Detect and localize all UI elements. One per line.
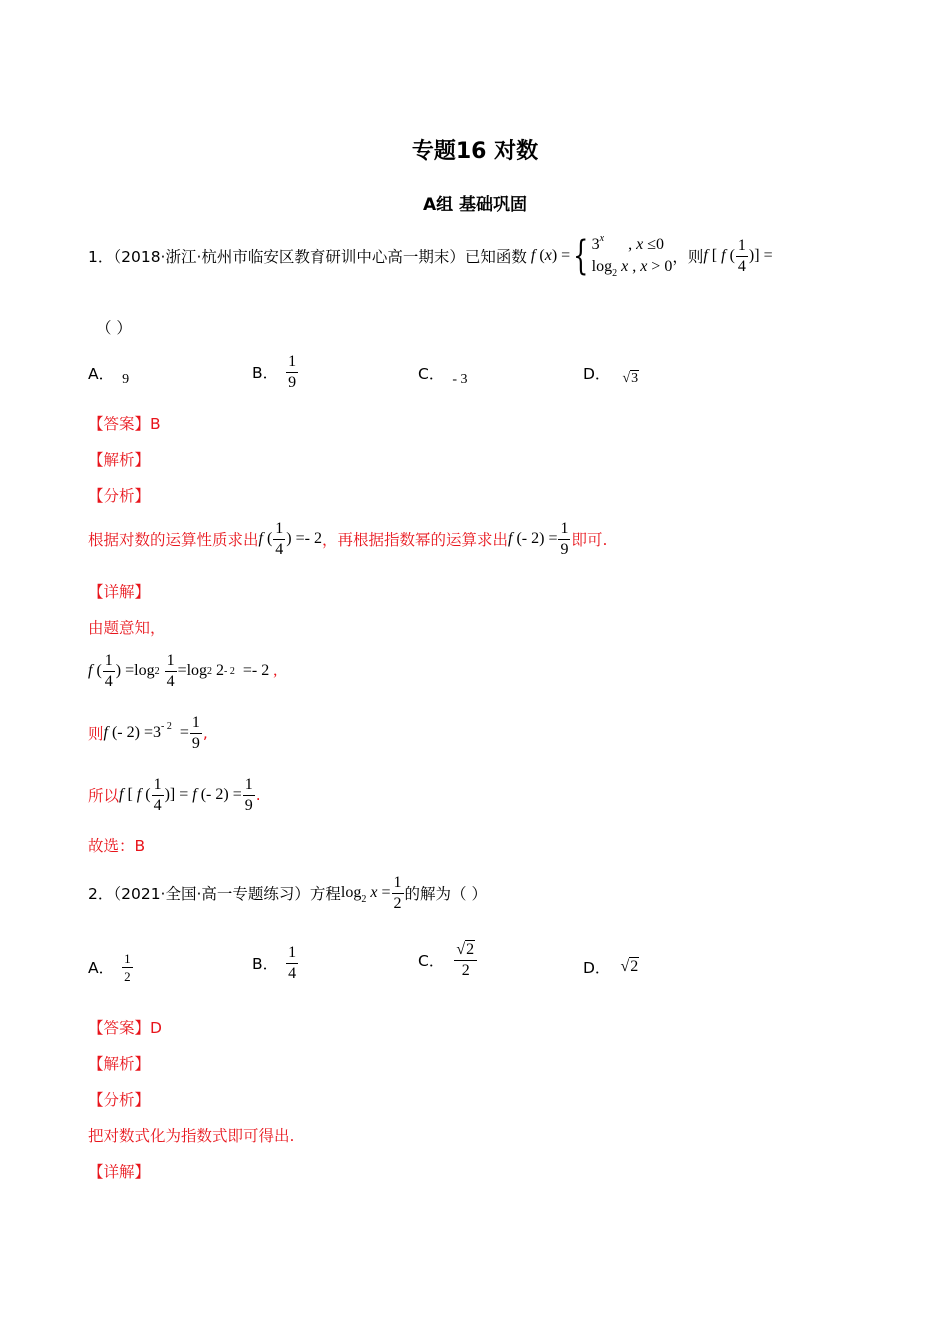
q1-target-expression: f [ f ( $\frac{1}{4}$ )] = [703,236,773,275]
q1-answer-text: 【答案】B [88,415,161,433]
q1-brace: { [573,233,589,279]
page-title [0,134,950,165]
q2-option-a-den: 2 [124,968,131,984]
q2-option-b [252,936,299,990]
q1-analysis-part1: 根据对数的运算性质求出 [88,531,259,549]
q1-analysis-expr2: f (- 2) = $\frac{1}{9}$ [508,519,569,558]
q1-option-a [88,352,129,394]
q2-answer-text: 【答案】D [88,1019,162,1037]
q1-step2: 则 f (- $2) =3^{- 2}$ = $\frac{1}{9}$ , [88,713,208,752]
q2-option-b-num: 1 [288,943,297,961]
q2-option-a-num: 1 [124,950,131,966]
q1-option-b-den: 9 [288,373,297,391]
q1-then-text: ，则 [672,248,704,266]
q2-option-c-den: 2 [454,960,477,979]
q1-analysis-part2: ，再根据指数幂的运算求出 [321,531,508,549]
q2-analysis-line: 把对数式化为指数式即可得出. [88,1127,295,1145]
q1-piecewise-cases: 3$^x$ , x ≤0 $\log_2 x$ , x > 0 [591,232,673,279]
q2-option-a-label: A． [88,959,115,977]
q1-option-c-label: C． [418,365,445,383]
q1-function-definition: f (x) = [530,247,571,264]
q2-option-b-den: 4 [288,964,297,982]
q1-fenxi [88,484,150,506]
q1-option-d-sqrt: √3 [622,371,639,386]
q1-stem-text: 1．（2018·浙江·杭州市临安区教育研训中心高一期末）已知函数 [88,248,527,266]
q2-fenxi [88,1088,150,1110]
q2-option-d [583,944,639,990]
q2-option-d-label: D． [583,959,611,977]
q2-option-c-label: C． [418,952,445,970]
q2-option-a [88,944,134,990]
q1-jiexi-text: 【解析】 [88,451,151,469]
q2-stem-end: 的解为（ ） [404,885,487,903]
q2-option-c-num: √2 [456,940,475,958]
q1-option-a-label: A． [88,365,115,383]
q1-step2-prefix: 则 [88,725,104,743]
q1-option-c-value: - 3 [452,372,468,387]
q1-jiexi [88,448,150,470]
q1-option-b-fraction [286,354,298,391]
q1-step3-prefix: 所以 [88,787,120,805]
q2-answer [88,1016,162,1038]
q2-jiexi [88,1052,150,1074]
q1-fenxi-text: 【分析】 [88,487,151,505]
title-text: 专题16 对数 [411,139,539,164]
q2-option-a-fraction [122,952,133,983]
q2-stem-text: 2．（2021·全国·高一专题练习）方程 [88,885,341,903]
q1-analysis-expr1: f ( $\frac{1}{4}$ ) =- 2 [258,519,322,558]
q2-option-d-sqrt: √2 [620,958,639,975]
q1-paren-text: （ ） [96,319,132,337]
q1-answer [88,412,161,434]
q1-conclusion [88,834,145,856]
question-1-stem [88,228,773,284]
q1-option-b-label: B． [252,364,279,382]
section-text: A组 基础巩固 [422,195,528,215]
q1-step3: 所以 f [ f ( $\frac{1}{4}$ )] = f (- 2) = $\frac{1}{9}$ . [88,775,261,814]
q2-option-b-label: B． [252,955,279,973]
q2-option-c-radicand: 2 [466,940,475,958]
q1-option-b [252,348,299,396]
q1-option-d-radicand: 3 [631,371,639,386]
q1-option-b-num: 1 [288,352,297,370]
q1-step1: f ( $\frac{1}{4}$ ) =log 2 $\frac{1}{4}$ =log 2 2 - 2 =- 2 , [88,651,278,690]
q2-fenxi-text: 【分析】 [88,1091,151,1109]
question-2-stem [88,870,487,916]
q2-equation: $\log_2 x$ = $\frac{1}{2}$ [340,873,402,912]
q2-option-d-radicand: 2 [630,958,639,975]
q1-option-d-label: D． [583,365,611,383]
q1-option-a-value: 9 [122,372,130,387]
q1-analysis-line [88,516,607,562]
q1-detail-intro [88,616,166,638]
q1-detail [88,580,150,602]
q2-detail [88,1160,150,1182]
q1-step3-expr: f [ f ( $\frac{1}{4}$ )] = f (- 2) = $\frac{1}{9}$ [119,775,253,814]
q1-option-d [583,352,639,394]
q1-step2-expr: f (- $2) =3^{- 2}$ = $\frac{1}{9}$ [103,713,200,752]
q2-option-c-fraction [454,942,477,979]
q1-answer-paren [96,316,132,338]
q2-option-b-fraction [286,945,298,982]
q1-analysis-part3: 即可. [571,531,608,549]
q1-conclusion-text: 故选：B [88,837,146,855]
q2-detail-text: 【详解】 [88,1163,151,1181]
q2-option-c [418,930,478,990]
q1-option-c [418,352,468,394]
q2-analysis-text [88,1124,294,1146]
section-heading [0,190,950,215]
q2-jiexi-text: 【解析】 [88,1055,151,1073]
q1-detail-intro-text: 由题意知， [88,619,166,637]
q1-detail-text: 【详解】 [88,583,151,601]
